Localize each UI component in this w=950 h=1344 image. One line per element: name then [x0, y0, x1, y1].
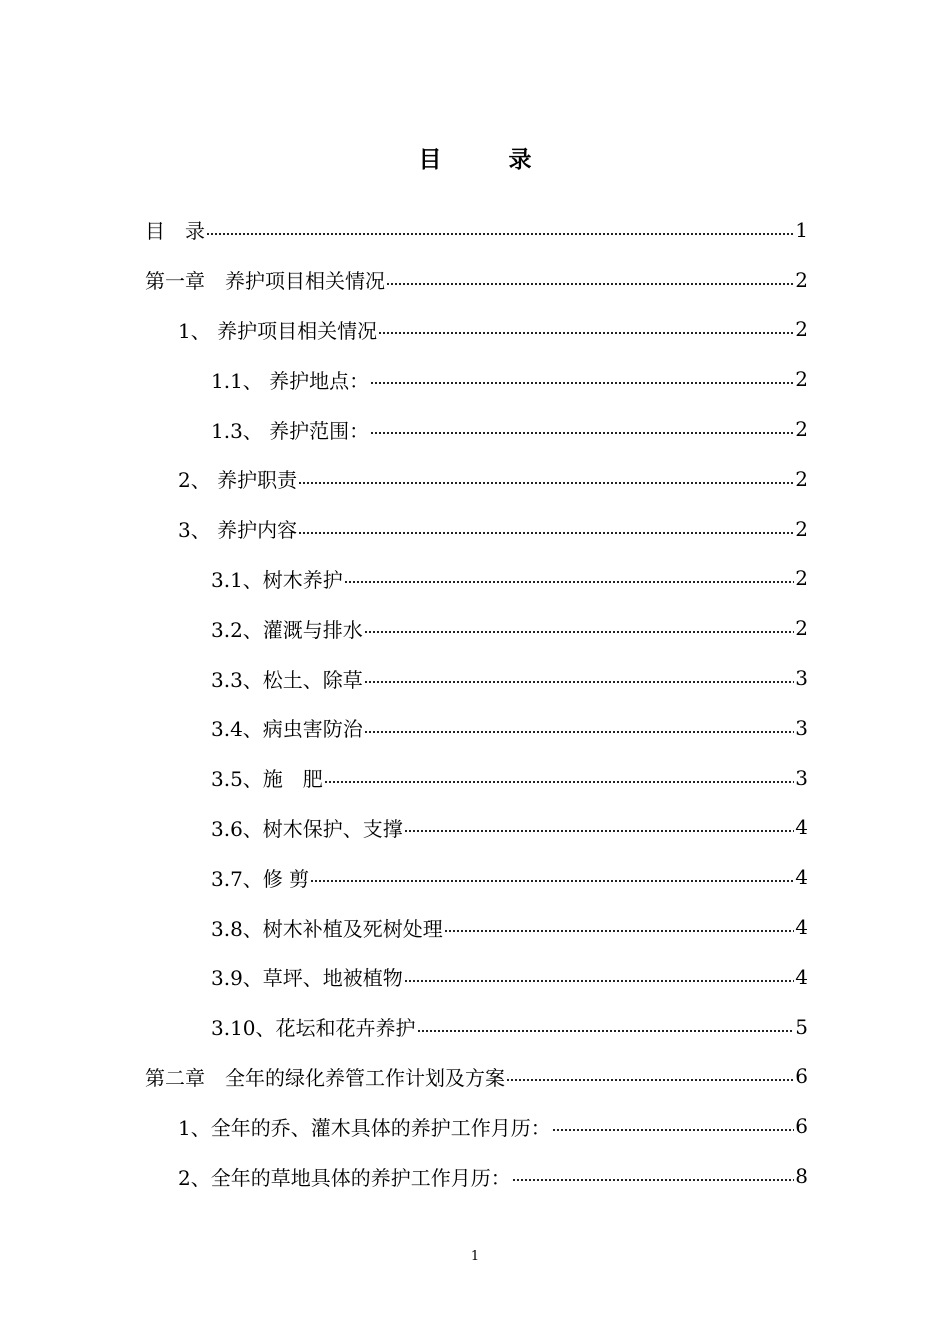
toc-entry[interactable] [145, 1151, 808, 1201]
dot-leader [378, 323, 794, 343]
toc-entry[interactable] [145, 404, 808, 454]
toc-entry[interactable] [145, 703, 808, 753]
dot-leader [324, 772, 794, 792]
toc-entry-page: 2 [795, 516, 808, 541]
dot-leader [404, 821, 794, 841]
toc-entry[interactable] [145, 852, 808, 902]
toc-entry-label: 3.6、树木保护、支撑 [211, 813, 403, 842]
toc-entry[interactable] [145, 753, 808, 803]
dot-leader [364, 622, 794, 642]
toc-entry-label: 3.7、修 剪 [211, 863, 309, 892]
toc-entry[interactable] [145, 902, 808, 952]
dot-leader [298, 523, 794, 543]
toc-heading: 目 录 [418, 146, 554, 173]
dot-leader [310, 871, 794, 891]
toc-entry-page: 4 [795, 865, 808, 890]
toc-entry[interactable] [145, 803, 808, 853]
toc-entry-page: 4 [795, 964, 808, 989]
toc-entry-label: 3.5、施 肥 [211, 763, 323, 792]
toc-entry[interactable] [145, 952, 808, 1002]
toc-entry[interactable] [145, 603, 808, 653]
dot-leader [417, 1021, 795, 1041]
toc-entry-label: 1、 养护项目相关情况 [178, 315, 377, 344]
toc-entry-page: 6 [795, 1114, 808, 1139]
toc-entry-label: 3.1、树木养护 [211, 564, 343, 593]
table-of-contents [145, 205, 808, 1201]
toc-entry-page: 2 [795, 466, 808, 491]
toc-entry-page: 1 [795, 217, 808, 242]
toc-entry-label: 3、 养护内容 [178, 514, 297, 543]
toc-entry-page: 6 [795, 1064, 808, 1089]
dot-leader [370, 373, 794, 393]
toc-entry-page: 4 [795, 815, 808, 840]
dot-leader [512, 1170, 795, 1190]
toc-entry[interactable] [145, 205, 808, 255]
toc-entry-label: 1、全年的乔、灌木具体的养护工作月历： [178, 1112, 551, 1141]
toc-entry-page: 2 [795, 616, 808, 641]
toc-entry-label: 3.8、树木补植及死树处理 [211, 913, 443, 942]
dot-leader [386, 274, 794, 294]
dot-leader [364, 672, 794, 692]
toc-entry[interactable] [145, 454, 808, 504]
toc-entry-label: 3.4、病虫害防治 [211, 713, 363, 742]
dot-leader [206, 224, 794, 244]
toc-entry-label: 1.1、 养护地点： [211, 365, 369, 394]
toc-entry-page: 2 [795, 367, 808, 392]
toc-entry-page: 2 [795, 417, 808, 442]
toc-entry-label: 1.3、 养护范围： [211, 415, 369, 444]
dot-leader [370, 423, 794, 443]
toc-entry-page: 3 [795, 666, 808, 691]
page-number: 1 [470, 1249, 480, 1264]
toc-entry-page: 5 [795, 1014, 808, 1039]
toc-entry-label: 3.9、草坪、地被植物 [211, 962, 403, 991]
toc-entry[interactable] [145, 1052, 808, 1102]
toc-entry-page: 8 [795, 1164, 808, 1189]
toc-entry[interactable] [145, 354, 808, 404]
toc-entry[interactable] [145, 255, 808, 305]
toc-entry-label: 3.3、松土、除草 [211, 664, 363, 693]
toc-entry[interactable] [145, 504, 808, 554]
dot-leader [552, 1120, 795, 1140]
toc-entry-page: 2 [795, 317, 808, 342]
dot-leader [444, 921, 794, 941]
toc-entry[interactable] [145, 305, 808, 355]
toc-entry-label: 2、全年的草地具体的养护工作月历： [178, 1162, 511, 1191]
toc-entry-label: 第二章 全年的绿化养管工作计划及方案 [145, 1062, 505, 1091]
toc-entry-label: 目 录 [145, 215, 205, 244]
toc-entry-label: 第一章 养护项目相关情况 [145, 265, 385, 294]
toc-entry-label: 2、 养护职责 [178, 464, 297, 493]
toc-entry[interactable] [145, 653, 808, 703]
dot-leader [344, 572, 794, 592]
toc-entry-label: 3.10、花坛和花卉养护 [211, 1012, 416, 1041]
toc-entry-page: 2 [795, 566, 808, 591]
dot-leader [506, 1070, 794, 1090]
dot-leader [298, 473, 794, 493]
toc-entry[interactable] [145, 554, 808, 604]
dot-leader [404, 971, 794, 991]
toc-entry-page: 4 [795, 915, 808, 940]
toc-entry[interactable] [145, 1002, 808, 1052]
toc-entry-page: 3 [795, 765, 808, 790]
toc-entry-page: 2 [795, 267, 808, 292]
toc-entry-label: 3.2、灌溉与排水 [211, 614, 363, 643]
dot-leader [364, 722, 794, 742]
toc-entry[interactable] [145, 1101, 808, 1151]
toc-entry-page: 3 [795, 715, 808, 740]
